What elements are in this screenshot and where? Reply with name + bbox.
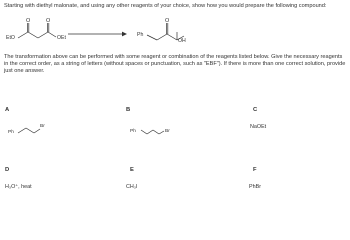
option-letter-a: A bbox=[5, 107, 10, 113]
option-letter-b: B bbox=[126, 107, 131, 113]
option-a-left-label: Ph bbox=[8, 130, 14, 135]
reaction-scheme bbox=[0, 12, 350, 48]
option-e-reagent: CH₃I bbox=[126, 184, 138, 190]
option-c-reagent: NaOEt bbox=[250, 124, 267, 130]
svg-text:O: O bbox=[26, 18, 31, 24]
option-letter-e: E bbox=[130, 167, 134, 173]
option-letter-c: C bbox=[253, 107, 258, 113]
option-b-left-label: Ph bbox=[130, 129, 136, 134]
question-text: Starting with diethyl malonate, and using any other reagents of your choice, show how you would prepare the following compound: bbox=[4, 3, 327, 9]
option-a-structure bbox=[4, 112, 84, 152]
product-right-label: OH bbox=[178, 38, 186, 44]
svg-text:O: O bbox=[165, 18, 170, 24]
option-d-reagent: H₃O⁺, heat bbox=[5, 184, 32, 190]
reaction-scheme-drawing bbox=[0, 12, 350, 48]
option-a-right-label: Br bbox=[40, 124, 45, 129]
reactant-right-label: OEt bbox=[57, 35, 66, 41]
reactant-left-label: EtO bbox=[6, 35, 15, 41]
reaction-arrow bbox=[68, 32, 127, 37]
option-f-reagent: PhBr bbox=[249, 184, 261, 190]
instructions-text: The transformation above can be performed with some reagent or combination of the reagents listed below. Give the necessary reagents in the correct order, as a string of letters (without spaces or punctuation, such as "EBF"). If there is more than one correct solution, provide just one answer. bbox=[4, 54, 346, 74]
option-b-structure bbox=[125, 112, 205, 152]
option-letter-f: F bbox=[253, 167, 257, 173]
option-letter-d: D bbox=[5, 167, 10, 173]
svg-text:O: O bbox=[46, 18, 51, 24]
diethyl-malonate-structure bbox=[18, 23, 56, 38]
product-left-label: Ph bbox=[137, 32, 144, 38]
option-b-right-label: Br bbox=[165, 129, 170, 134]
